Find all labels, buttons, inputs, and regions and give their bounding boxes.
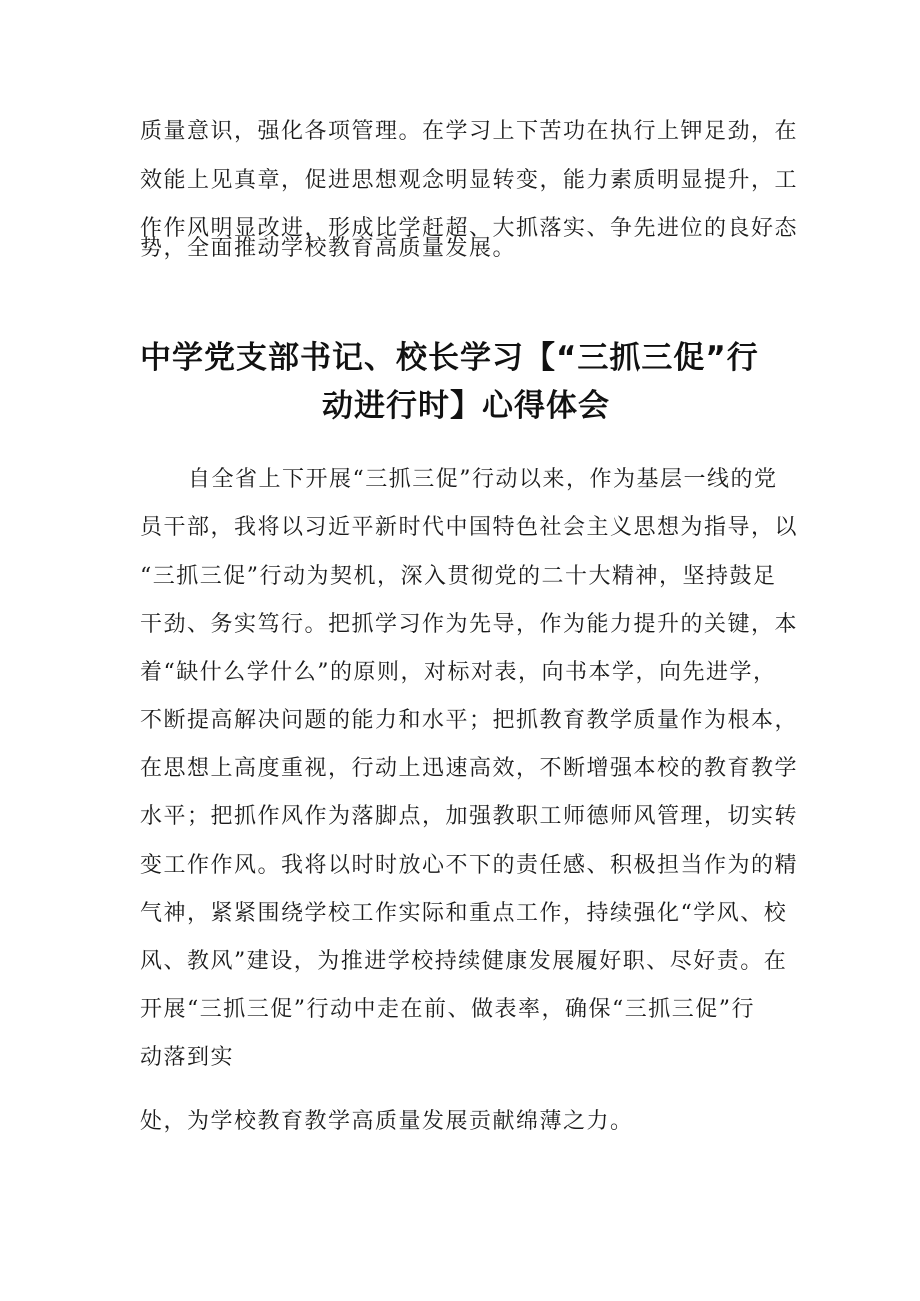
body-line: 着“缺什么学什么”的原则，对标对表，向书本学，向先进学， xyxy=(140,660,777,685)
title-line: 动进行时】心得体会 xyxy=(322,388,610,424)
body-line: 水平；把抓作风作为落脚点，加强教职工师德师风管理，切实转 xyxy=(140,804,799,829)
intro-line: 作作风明显改进，形成比学赶超、大抓落实、争先进位的良好态 xyxy=(140,216,799,241)
body-line: 在思想上高度重视，行动上迅速高效，不断增强本校的教育教学 xyxy=(140,756,799,781)
title-line: 中学党支部书记、校长学习【“三抓三促”行 xyxy=(140,340,759,376)
intro-line: 势，全面推动学校教育高质量发展。 xyxy=(140,236,517,261)
body-line: 风、教风”建设，为推进学校持续健康发展履好职、尽好责。在 xyxy=(140,949,788,974)
body-line: 员干部，我将以习近平新时代中国特色社会主义思想为指导，以 xyxy=(140,515,799,540)
intro-line: 质量意识，强化各项管理。在学习上下苦功在执行上钾足劲，在 xyxy=(140,119,799,144)
body-line: “三抓三促”行动为契机，深入贯彻党的二十大精神，坚持鼓足 xyxy=(140,564,777,589)
intro-line: 效能上见真章，促进思想观念明显转变，能力素质明显提升，工 xyxy=(140,168,799,193)
body-line: 气神，紧紧围绕学校工作实际和重点工作，持续强化“学风、校 xyxy=(140,901,788,926)
body-line: 自全省上下开展“三抓三促”行动以来，作为基层一线的党 xyxy=(188,467,778,492)
body-line: 不断提高解决问题的能力和水平；把抓教育教学质量作为根本， xyxy=(140,708,799,733)
body-line: 开展“三抓三促”行动中走在前、做表率，确保“三抓三促”行 xyxy=(140,997,755,1022)
body-line: 动落到实 xyxy=(140,1045,235,1070)
closing-line: 处，为学校教育教学高质量发展贡献绵薄之力。 xyxy=(140,1109,634,1134)
body-line: 干劲、务实笃行。把抓学习作为先导，作为能力提升的关键，本 xyxy=(140,612,799,637)
body-line: 变工作作风。我将以时时放心不下的责任感、积极担当作为的精 xyxy=(140,853,799,878)
